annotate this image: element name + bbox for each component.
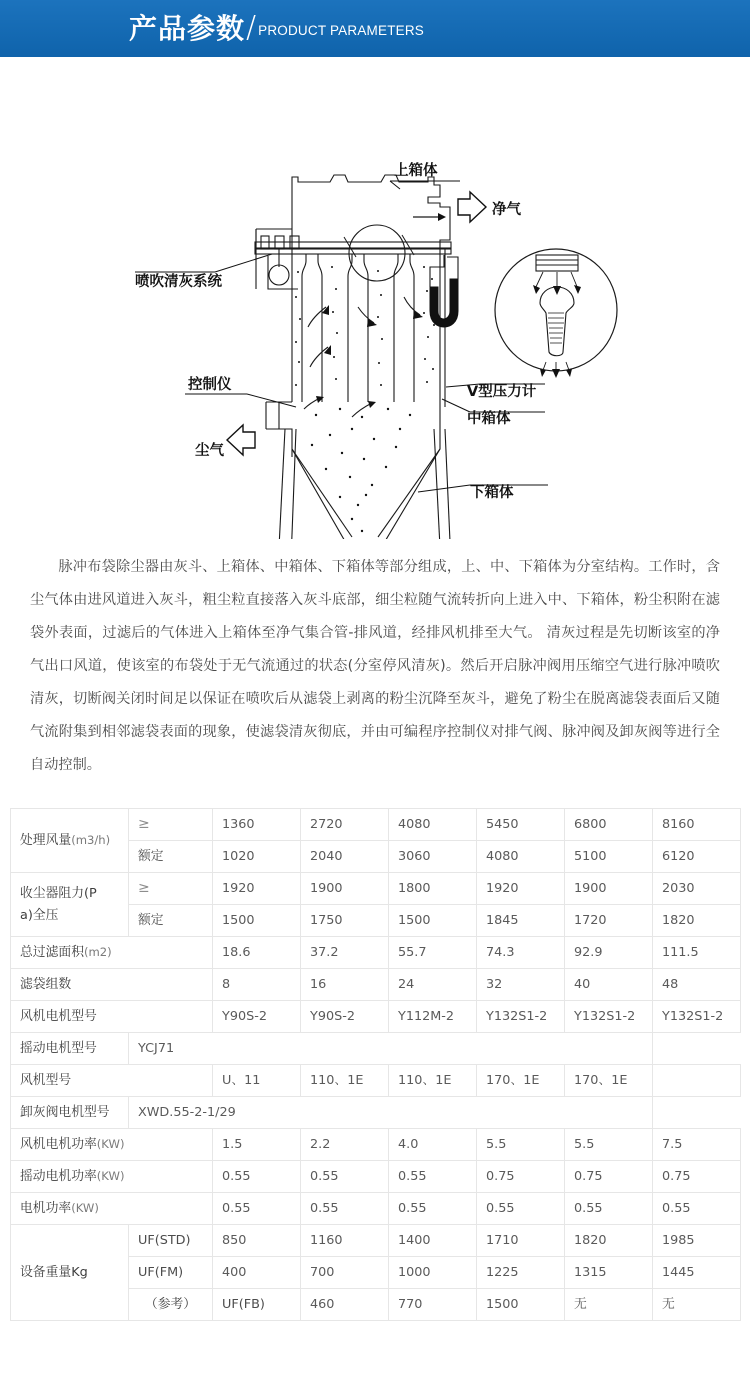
spec-cell: 0.55 [213,1193,301,1225]
spec-cell [653,1065,741,1097]
spec-cell: U、11 [213,1065,301,1097]
spec-cell: 0.75 [477,1161,565,1193]
spec-cell: 1900 [565,873,653,905]
spec-cell: 0.75 [653,1161,741,1193]
spec-row-label: 摇动电机功率(KW) [11,1161,213,1193]
label-middle-box: 中箱体 [467,411,511,427]
spec-cell: 0.55 [301,1193,389,1225]
spec-cell: 700 [301,1257,389,1289]
spec-cell: 110、1E [301,1065,389,1097]
spec-cell: 1750 [301,905,389,937]
spec-cell: 111.5 [653,937,741,969]
spec-cell: 74.3 [477,937,565,969]
dust-collector-diagram [0,57,750,539]
spec-cell: 110、1E [389,1065,477,1097]
spec-cell: 1900 [301,873,389,905]
spec-cell: Y132S1-2 [653,1001,741,1033]
label-pulse-cleaning-system: 喷吹清灰系统 [135,274,222,290]
spec-row-label: 风机型号 [11,1065,213,1097]
spec-cell: 1720 [565,905,653,937]
spec-cell: 92.9 [565,937,653,969]
spec-cell: 1800 [389,873,477,905]
spec-row-label: 电机功率(KW) [11,1193,213,1225]
spec-cell: 850 [213,1225,301,1257]
spec-row-label: 风机电机功率(KW) [11,1129,213,1161]
spec-cell: 1710 [477,1225,565,1257]
spec-cell: 40 [565,969,653,1001]
label-controller: 控制仪 [188,377,232,393]
spec-cell: 1500 [389,905,477,937]
table-row [11,1001,741,1033]
spec-cell: 1000 [389,1257,477,1289]
banner-separator: / [246,9,257,45]
table-row [11,937,741,969]
spec-cell: 170、1E [477,1065,565,1097]
spec-cell: 1315 [565,1257,653,1289]
spec-cell: 1400 [389,1225,477,1257]
label-v-pressure-gauge: V型压力计 [467,384,537,400]
spec-cell: 0.55 [653,1193,741,1225]
spec-cell: 5.5 [477,1129,565,1161]
table-row [11,1065,741,1097]
spec-row-label: 滤袋组数 [11,969,213,1001]
label-lower-box: 下箱体 [470,485,514,501]
spec-cell: 5100 [565,841,653,873]
spec-row-label: 设备重量Kg [11,1225,129,1321]
spec-row-label: 处理风量(m3/h) [11,809,129,873]
banner-title-group [129,0,424,57]
table-row [11,873,741,905]
spec-table [10,808,741,1321]
spec-cell: 2.2 [301,1129,389,1161]
section-header-banner [0,0,750,57]
spec-cell: 0.55 [389,1161,477,1193]
spec-cell: 460 [301,1289,389,1321]
spec-cell: 4.0 [389,1129,477,1161]
label-dust-gas: 尘气 [195,443,224,459]
spec-cell: 0.55 [301,1161,389,1193]
spec-row-label: 摇动电机型号 [11,1033,129,1065]
spec-cell: YCJ71 [129,1033,653,1065]
clean-gas-arrow [458,192,486,222]
spec-cell: 0.55 [389,1193,477,1225]
table-row [11,1161,741,1193]
banner-title-english: PRODUCT PARAMETERS [258,22,424,38]
product-description: 脉冲布袋除尘器由灰斗、上箱体、中箱体、下箱体等部分组成，上、中、下箱体为分室结构。工作时，含尘气体由进风道进入灰斗，粗尘粒直接落入灰斗底部，细尘粒随气流转折向上进入中、下箱体，粉尘积附在滤袋外表面，过滤后的气体进入上箱体至净气集合管-排风道，经排风机排至大气。 清灰过程是先切断该室的净气出口风道，使该室的布袋处于无气流通过的状态(分室停风清灰)。然后开启脉冲阀用压缩空气进行脉冲喷吹清灰，切断阀关闭时间足以保证在喷吹后从滤袋上剥离的粉尘沉降至灰斗，避免了粉尘在脱离滤袋表面后又随气流附集到相邻滤袋表面的现象，使滤袋清灰彻底，并由可编程序控制仪对排气阀、脉冲阀及卸灰阀等进行全自动控制。 [30,559,720,773]
table-row [11,1033,741,1065]
table-row [11,1129,741,1161]
spec-cell: 1.5 [213,1129,301,1161]
spec-cell: 8 [213,969,301,1001]
banner-title-chinese: 产品参数 [129,11,246,45]
spec-cell: Y90S-2 [213,1001,301,1033]
spec-cell: 6800 [565,809,653,841]
table-row [11,1097,741,1129]
spec-cell: 48 [653,969,741,1001]
spec-row-label: 总过滤面积(m2) [11,937,213,969]
spec-cell: 4080 [477,841,565,873]
spec-cell: 无 [565,1289,653,1321]
spec-cell: Y90S-2 [301,1001,389,1033]
spec-cell: XWD.55-2-1/29 [129,1097,653,1129]
spec-cell: 1500 [477,1289,565,1321]
spec-cell: 3060 [389,841,477,873]
spec-cell: 170、1E [565,1065,653,1097]
spec-cell: 1500 [213,905,301,937]
spec-row-label: 风机电机型号 [11,1001,213,1033]
table-row [11,1193,741,1225]
spec-cell: 6120 [653,841,741,873]
spec-cell: 1920 [477,873,565,905]
dust-gas-arrow [227,425,255,455]
label-upper-box: 上箱体 [394,163,438,179]
spec-row-label: 卸灰阀电机型号 [11,1097,129,1129]
spec-cell: 37.2 [301,937,389,969]
spec-row-subheader: ≥ [129,809,213,841]
spec-cell: 2040 [301,841,389,873]
spec-cell: 4080 [389,809,477,841]
table-row [11,1225,741,1257]
spec-table-body [11,809,741,1321]
spec-cell: 0.55 [565,1193,653,1225]
spec-cell: 1160 [301,1225,389,1257]
spec-cell: 2720 [301,809,389,841]
spec-cell: 18.6 [213,937,301,969]
spec-cell: 1360 [213,809,301,841]
spec-cell: 7.5 [653,1129,741,1161]
spec-row-label: （参考） [129,1289,213,1321]
table-row [11,969,741,1001]
spec-cell: 400 [213,1257,301,1289]
spec-cell: 1985 [653,1225,741,1257]
table-row [11,809,741,841]
spec-row-subheader: 额定 [129,841,213,873]
spec-cell: 1820 [565,1225,653,1257]
spec-cell: 1225 [477,1257,565,1289]
spec-cell: 2030 [653,873,741,905]
spec-row-subheader: UF(FM) [129,1257,213,1289]
spec-cell: 1845 [477,905,565,937]
spec-row-label: 收尘器阻力(P a)全压 [11,873,129,937]
diagram-svg [0,57,750,539]
spec-cell: 16 [301,969,389,1001]
spec-cell: 55.7 [389,937,477,969]
spec-row-subheader: 额定 [129,905,213,937]
spec-row-subheader: ≥ [129,873,213,905]
spec-cell: 无 [653,1289,741,1321]
label-clean-gas: 净气 [492,202,521,218]
spec-cell: Y132S1-2 [477,1001,565,1033]
spec-cell: 8160 [653,809,741,841]
spec-cell: Y112M-2 [389,1001,477,1033]
spec-cell: 32 [477,969,565,1001]
spec-cell: 1445 [653,1257,741,1289]
spec-table-wrapper [0,782,750,1335]
spec-cell: 0.55 [477,1193,565,1225]
spec-cell: 0.75 [565,1161,653,1193]
spec-cell: Y132S1-2 [565,1001,653,1033]
spec-row-subheader: UF(STD) [129,1225,213,1257]
spec-cell: 1020 [213,841,301,873]
spec-cell: 1920 [213,873,301,905]
spec-cell: 1820 [653,905,741,937]
spec-row-subheader: UF(FB) [213,1289,301,1321]
spec-cell: 0.55 [213,1161,301,1193]
spec-cell: 5.5 [565,1129,653,1161]
spec-cell: 5450 [477,809,565,841]
spec-cell: 770 [389,1289,477,1321]
spec-cell: 24 [389,969,477,1001]
